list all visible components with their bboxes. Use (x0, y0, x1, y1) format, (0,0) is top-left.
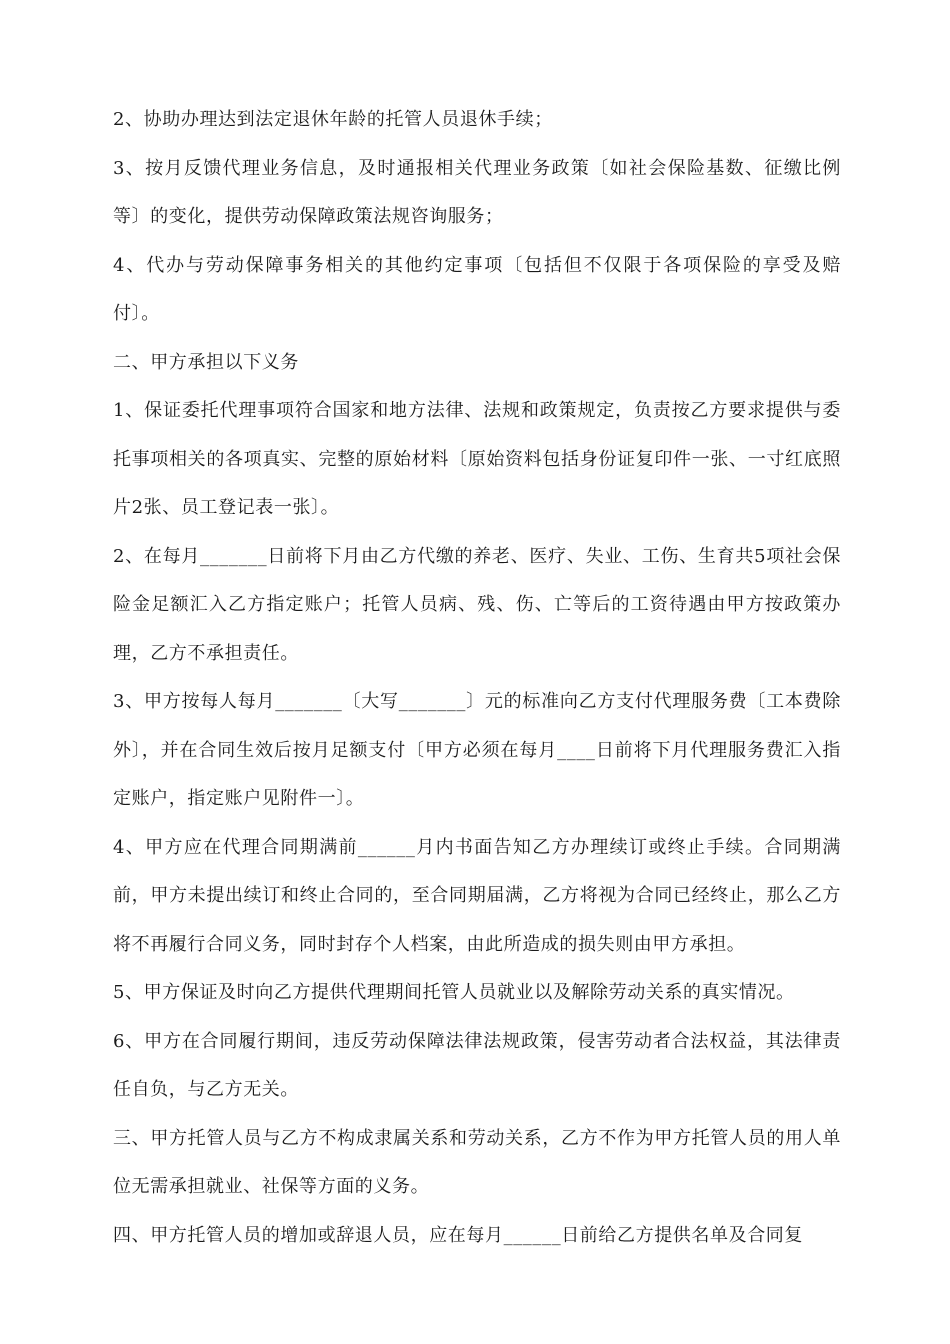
document-body (113, 96, 841, 1260)
section-heading-party-a-obligations: 二、甲方承担以下义务 (113, 351, 299, 373)
paragraph-a-clause-3-service-fee: 3、甲方按每人每月_______〔大写_______〕元的标准向乙方支付代理服务费〔工本费除外〕，并在合同生效后按月足额支付〔甲方必须在每月____日前将下月代理服务费汇入指定账户，指定账户见附件一〕。 (113, 691, 841, 809)
paragraph-a-clause-5-employment-info: 5、甲方保证及时向乙方提供代理期间托管人员就业以及解除劳动关系的真实情况。 (113, 982, 795, 1003)
paragraph-section-4-staff-changes: 四、甲方托管人员的增加或辞退人员，应在每月______日前给乙方提供名单及合同复 (113, 1224, 803, 1246)
paragraph-clause-4-other-matters: 4、代办与劳动保障事务相关的其他约定事项〔包括但不仅限于各项保险的享受及赔付〕。 (113, 254, 841, 324)
paragraph-a-clause-1-compliance: 1、保证委托代理事项符合国家和地方法律、法规和政策规定，负责按乙方要求提供与委托事项相关的各项真实、完整的原始材料〔原始资料包括身份证复印件一张、一寸红底照片2张、员工登记表一张〕。 (113, 400, 841, 518)
paragraph-a-clause-6-liability: 6、甲方在合同履行期间，违反劳动保障法律法规政策，侵害劳动者合法权益，其法律责任自负，与乙方无关。 (113, 1030, 841, 1100)
paragraph-clause-3-monthly-feedback: 3、按月反馈代理业务信息，及时通报相关代理业务政策〔如社会保险基数、征缴比例等〕的变化，提供劳动保障政策法规咨询服务； (113, 157, 841, 227)
paragraph-a-clause-4-renewal: 4、甲方应在代理合同期满前______月内书面告知乙方办理续订或终止手续。合同期满前，甲方未提出续订和终止合同的，至合同期届满，乙方将视为合同已经终止，那么乙方将不再履行合同义务，同时封存个人档案，由此所造成的损失则由甲方承担。 (113, 836, 841, 955)
paragraph-clause-2-retirement: 2、协助办理达到法定退休年龄的托管人员退休手续； (113, 109, 553, 130)
paragraph-a-clause-2-insurance-payment: 2、在每月_______日前将下月由乙方代缴的养老、医疗、失业、工伤、生育共5项社会保险金足额汇入乙方指定账户；托管人员病、残、伤、亡等后的工资待遇由甲方按政策办理，乙方不承担责任。 (113, 545, 841, 664)
paragraph-section-3-relationship: 三、甲方托管人员与乙方不构成隶属关系和劳动关系，乙方不作为甲方托管人员的用人单位无需承担就业、社保等方面的义务。 (113, 1127, 841, 1197)
